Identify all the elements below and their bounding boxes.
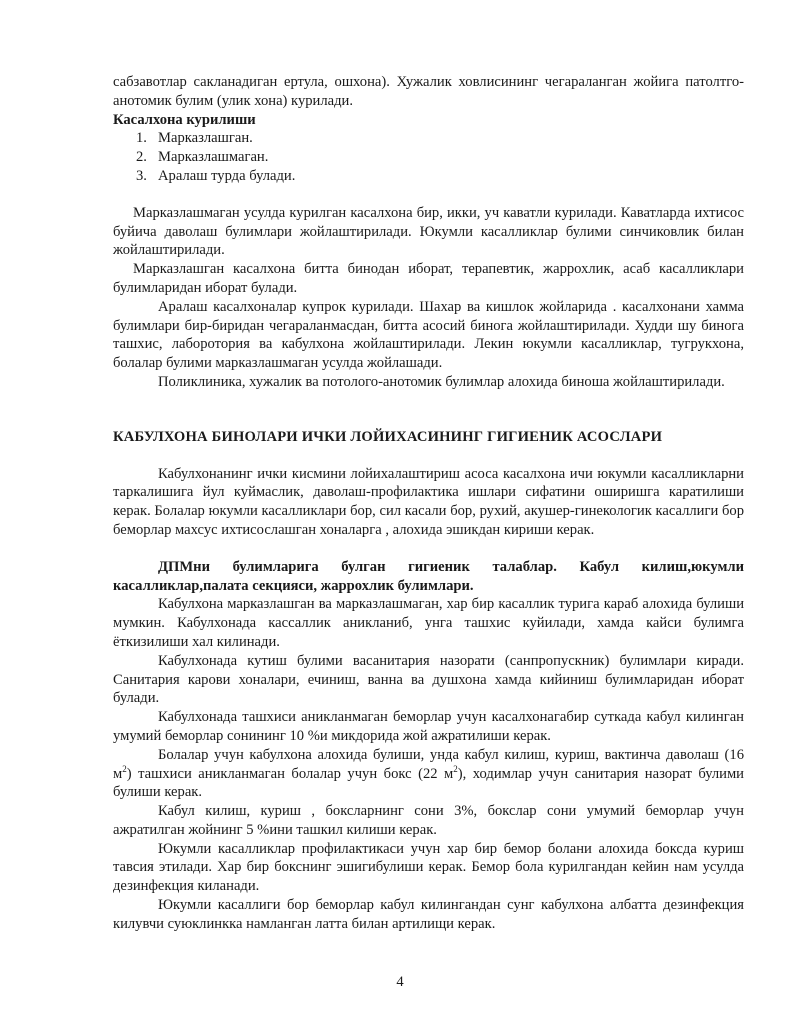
- paragraph-infectious-prevention: Юкумли касалликлар профилактикаси учун хар бир бемор болани алохида боксда куриш тавсия этилади. Хар бир бокснинг эшигибулиши керак. Бемор бола курилгандан кейин нам усулда дезинфекция киланади.: [113, 840, 744, 895]
- superscript: 2: [453, 763, 458, 774]
- page-number: 4: [396, 974, 404, 990]
- paragraph-admission-beds: Кабулхонада ташхиси аникланмаган беморлар учун касалхонагабир суткада кабул килинган умумий беморлар сонининг 10 %и микдорида жой ажратилиши керак.: [113, 709, 744, 744]
- list-item: [113, 148, 744, 167]
- list-item-text: Аралаш турда булади.: [158, 167, 296, 184]
- list-item-number: 2.: [136, 149, 147, 166]
- paragraph-boxes: Кабул килиш, куриш , боксларнинг сони 3%, бокслар сони умумий беморлар учун ажратилган жойнинг 5 %ини ташкил килиши керак.: [113, 803, 744, 838]
- paragraph-decentralized: Марказлашмаган усулда курилган касалхона бир, икки, уч каватли курилади. Каватларда ихтисос буйича даволаш булимлари жойлаштирилади. Юкумли касалликлар булими синчиковлик билан жойлаштирилади.: [113, 204, 744, 259]
- list-item-text: Марказлашган.: [158, 130, 253, 147]
- text-segment: Болалар учун кабулхона алохида булиши, унда кабул килиш, куриш, вактинча даволаш (16 м: [113, 746, 744, 782]
- text-segment: ), ходимлар учун санитария назорат булими булиши керак.: [113, 765, 744, 801]
- paragraph-polyclinic: Поликлиника, хужалик ва потолого-анотомик булимлар алохида биноша жойлаштирилади.: [158, 373, 725, 390]
- page-content: [113, 73, 744, 934]
- paragraph-admission-types: Кабулхона марказлашган ва марказлашмаган, хар бир касаллик турига караб алохида булиши мумкин. Кабулхонада кассаллик аникланиб, унга ташхис куйилади, хамда кайси булимга ёткизилиши хал килинади.: [113, 596, 744, 650]
- spacer: [113, 447, 744, 465]
- intro-paragraph: сабзавотлар сакланадиган ертула, ошхона). Хужалик ховлисининг чегараланган жойига патолтго-анотомик булим (улик хона) курилади.: [113, 74, 744, 109]
- paragraph-centralized: Марказлашган касалхона битта бинодан иборат, терапевтик, жаррохлик, асаб касалликлари булимларидан иборат булади.: [113, 261, 744, 296]
- spacer: [113, 392, 744, 428]
- paragraph-children-admission: [113, 746, 744, 802]
- paragraph-mixed: Аралаш касалхоналар купрок курилади. Шахар ва кишлок жойларида . касалхонани хамма булимлари бир-биридан чегараланмасдан, битта асосий бинога жойлаштирилади. Худди шу бинога ташхис, лаборотория ва кабулхона жойлаштирилади. Лекин юкумли касалликлар, тугрукхона, болалар булими марказлашмаган усулда жойлашади.: [113, 298, 744, 372]
- paragraph-infectious-disinfection: Юкумли касаллиги бор беморлар кабул килингандан сунг кабулхона албатта дезинфекция килувчи суюклинкка намланган латта билан артилищи керак.: [113, 897, 744, 932]
- spacer: [113, 186, 744, 204]
- section-heading-hospital-construction: Касалхона курилиши: [113, 111, 256, 128]
- superscript: 2: [122, 763, 127, 774]
- list-item-text: Марказлашмаган.: [158, 149, 269, 166]
- list-item: [113, 167, 744, 186]
- list-item-number: 3.: [136, 167, 147, 184]
- paragraph-admission-design: Кабулхонанинг ички кисмини лойихалаштириш асоса касалхона ичи юкумли касалликларни таркалишига йул куймаслик, даволаш-профилактика ишлари сифатини оширишга каратилиши керак. Болалар юкумли касалликлари бор, сил касали бор, рухий, акушер-гинекологик касаллиги бор беморлар махсус ихтисослашган хоналарга , алохида эшикдан кириши керак.: [113, 465, 744, 538]
- paragraph-admission-units: Кабулхонада кутиш булими васанитария назорати (санпропускник) булимлари киради. Санитария карови хоналари, ечиниш, ванна ва душхона хамда кийиниш булимларидан иборат булади.: [113, 652, 744, 707]
- text-segment: ) ташхиси аникланмаган болалар учун бокс (22 м: [126, 765, 454, 782]
- section-heading-hygienic-requirements: ДПМни булимларига булган гигиеник талаблар. Кабул килиш,юкумли касалликлар,палата секцияси, жаррохлик булимлари.: [113, 558, 744, 594]
- construction-types-list: [113, 129, 744, 185]
- list-item: [113, 129, 744, 148]
- list-item-number: 1.: [136, 130, 147, 147]
- spacer: [113, 540, 744, 558]
- section-heading-admission-design: КАБУЛХОНА БИНОЛАРИ ИЧКИ ЛОЙИХАСИНИНГ ГИГИЕНИК АСОСЛАРИ: [113, 428, 663, 445]
